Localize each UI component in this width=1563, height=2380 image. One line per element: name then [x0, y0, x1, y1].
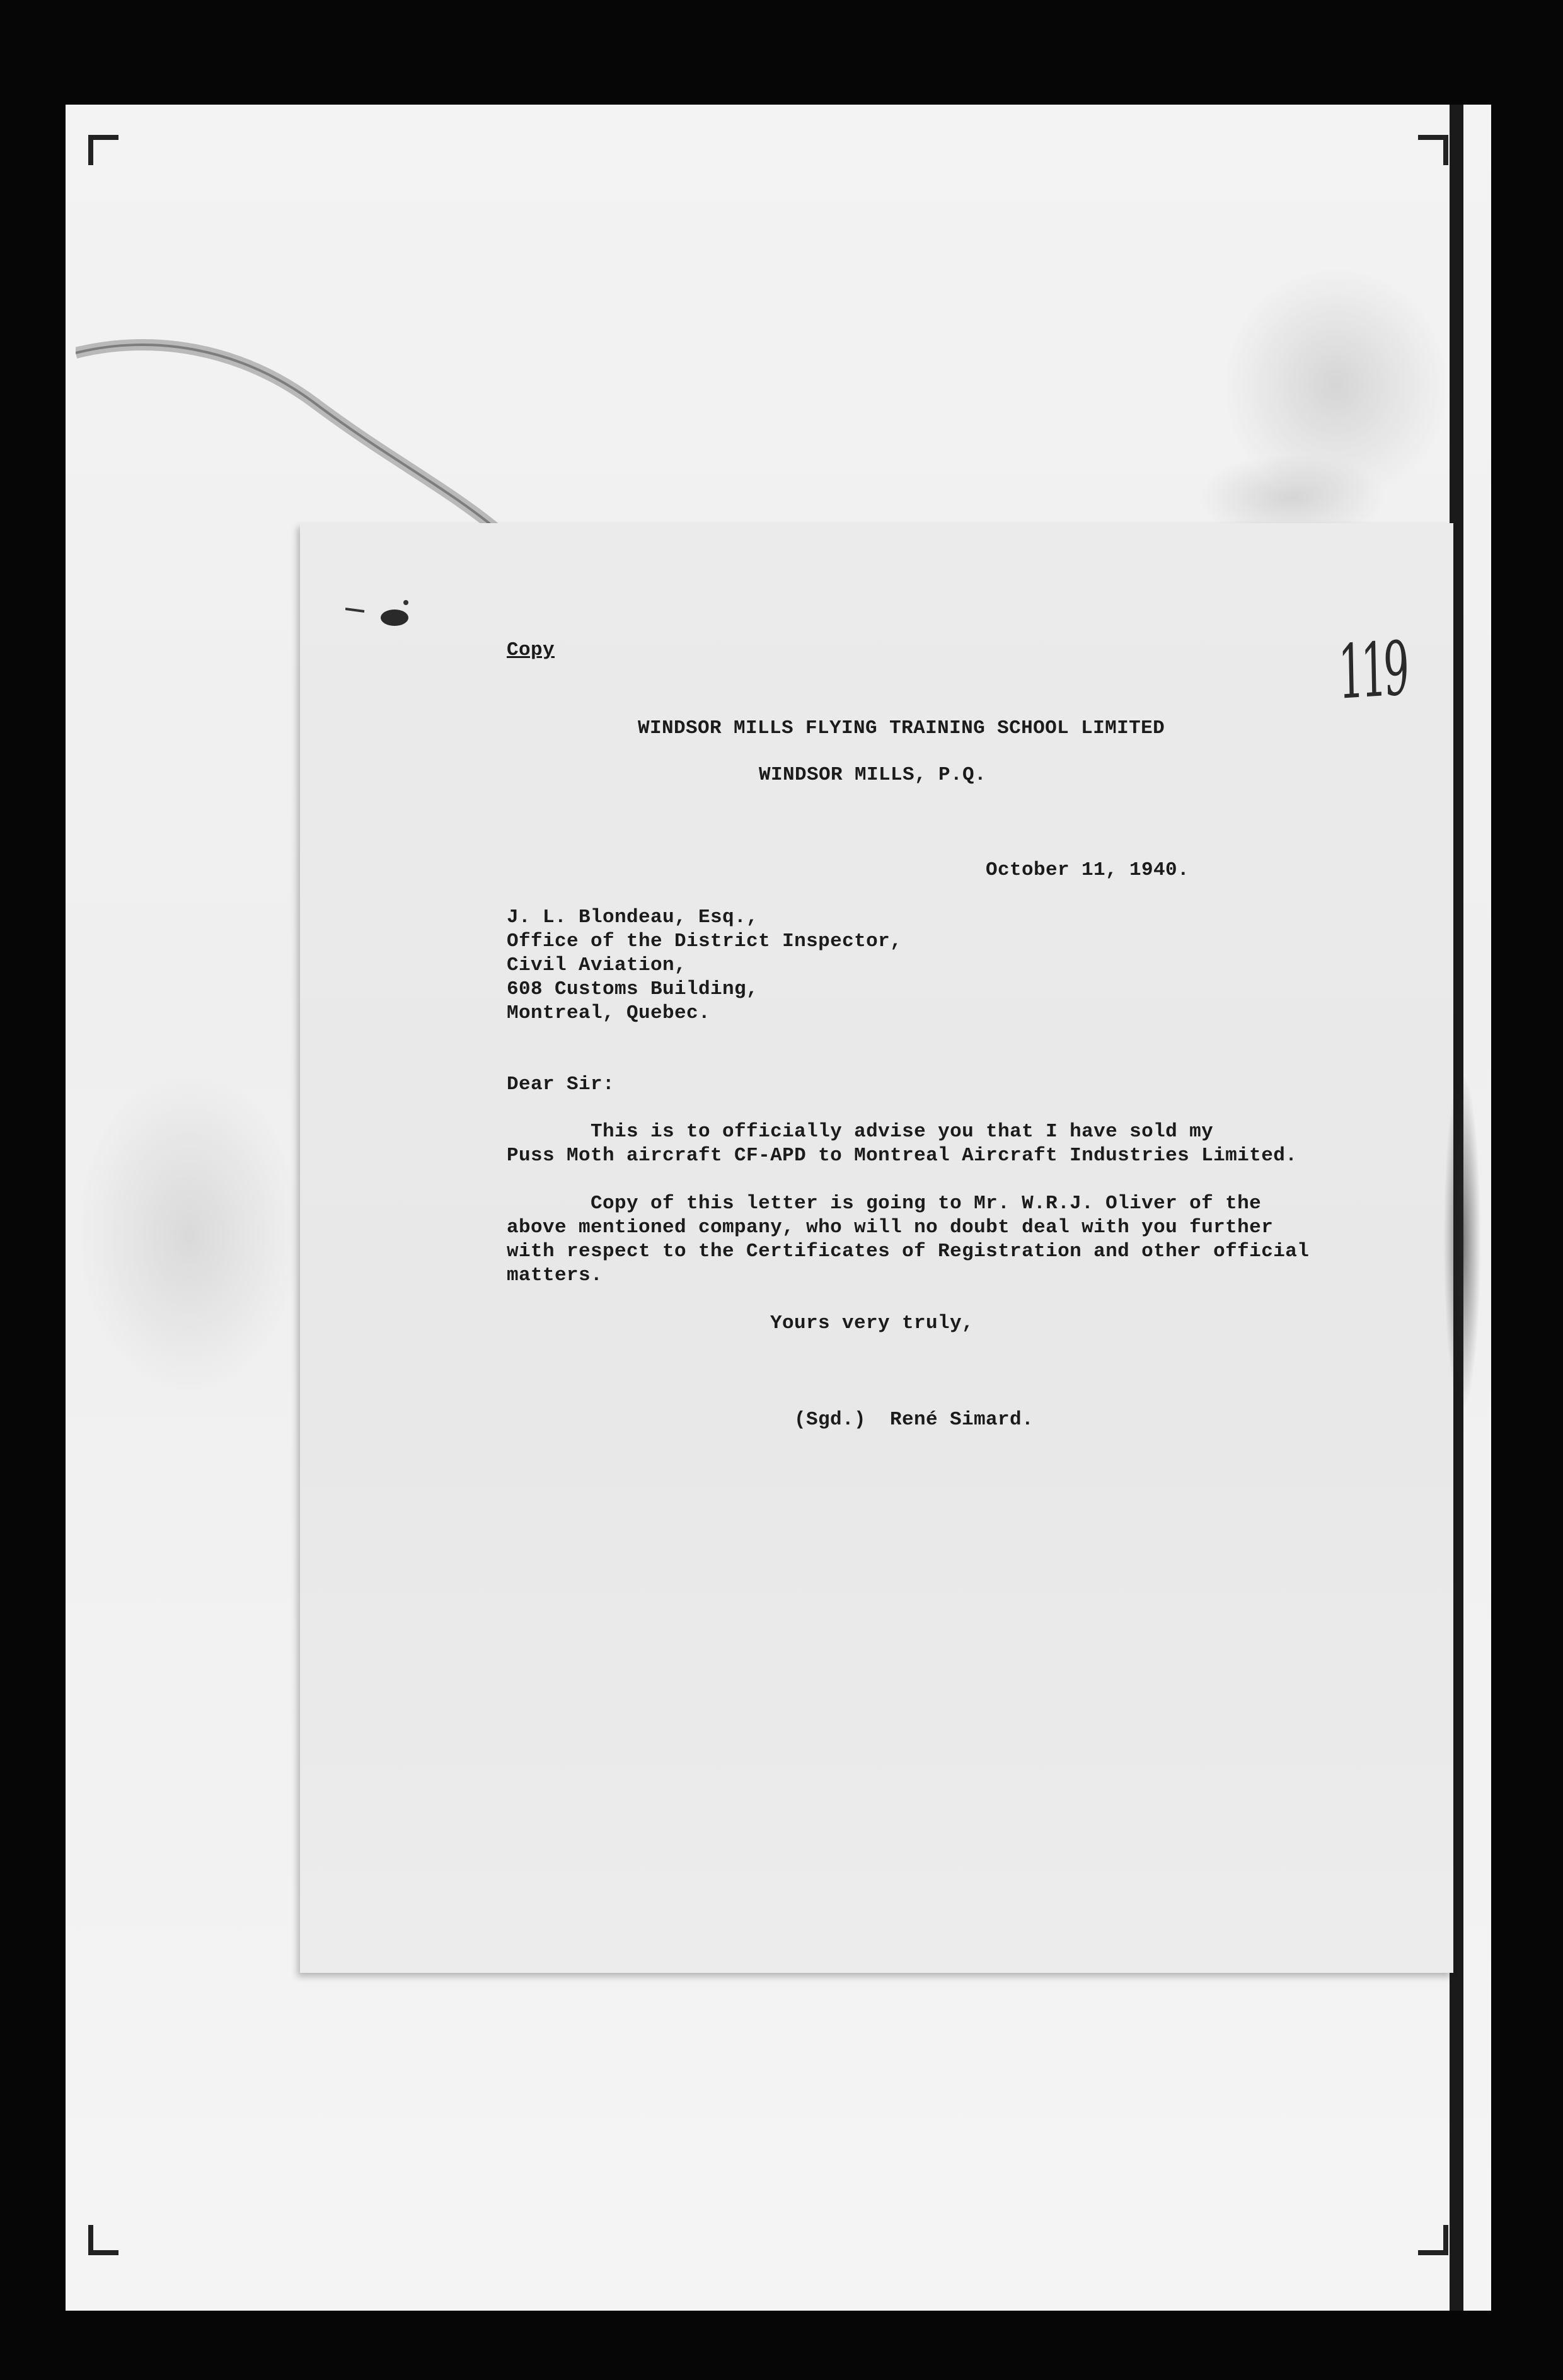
registration-mark-top-left — [88, 135, 118, 165]
letter-date: October 11, 1940. — [986, 859, 1190, 881]
copy-stamp: Copy — [507, 639, 555, 661]
folio-number: 119 — [1337, 625, 1407, 716]
recipient-line: Civil Aviation, — [507, 954, 687, 976]
paper-shadow — [1443, 1072, 1481, 1412]
recipient-line: Office of the District Inspector, — [507, 930, 903, 952]
recipient-line: Montreal, Quebec. — [507, 1002, 711, 1024]
registration-mark-bottom-right — [1418, 2225, 1448, 2255]
paper-crease-mark — [76, 328, 517, 536]
body-line: matters. — [507, 1264, 603, 1286]
punch-hole-mark — [345, 598, 421, 635]
body-line: This is to officially advise you that I have sold my — [507, 1121, 1214, 1143]
water-stain — [76, 1072, 303, 1399]
body-line: above mentioned company, who will no doubt deal with you further — [507, 1216, 1274, 1239]
body-line: with respect to the Certificates of Registration and other official — [507, 1240, 1310, 1262]
body-line: Copy of this letter is going to Mr. W.R.J. Oliver of the — [507, 1193, 1262, 1215]
recipient-line: 608 Customs Building, — [507, 978, 759, 1000]
recipient-line: J. L. Blondeau, Esq., — [507, 906, 759, 928]
body-line: Puss Moth aircraft CF-APD to Montreal Aircraft Industries Limited. — [507, 1145, 1298, 1167]
salutation: Dear Sir: — [507, 1073, 615, 1095]
registration-mark-bottom-left — [88, 2225, 118, 2255]
signature: (Sgd.) René Simard. — [794, 1409, 1034, 1431]
letterhead-location: WINDSOR MILLS, P.Q. — [759, 764, 987, 786]
registration-mark-top-right — [1418, 135, 1448, 165]
closing: Yours very truly, — [770, 1312, 974, 1334]
letterhead-company: WINDSOR MILLS FLYING TRAINING SCHOOL LIMITED — [638, 717, 1165, 739]
